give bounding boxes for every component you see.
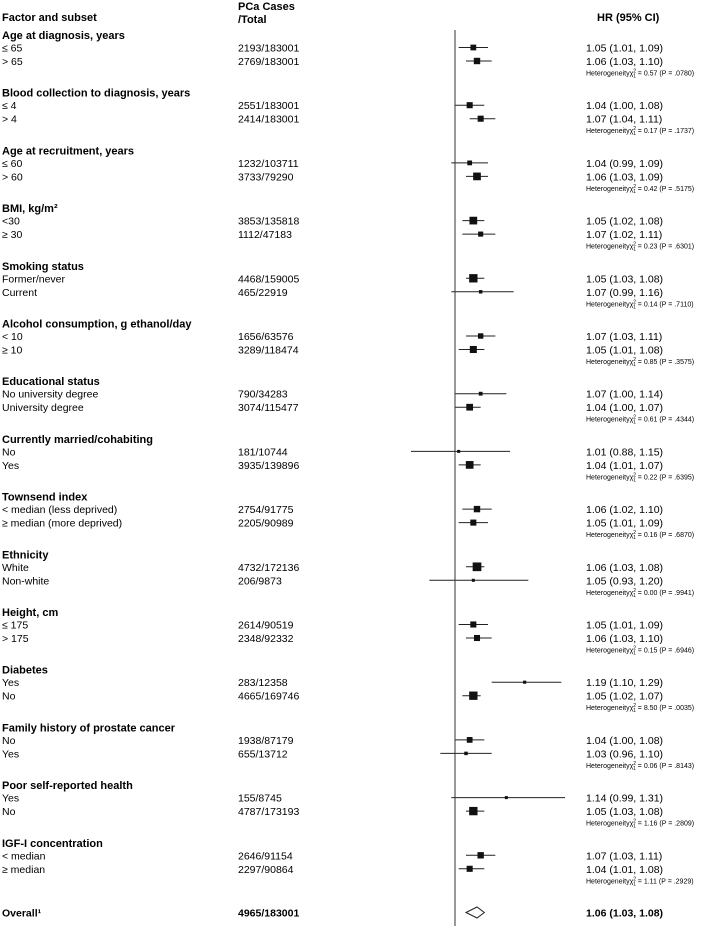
row-cases: 2769/183001 [238, 56, 300, 68]
row-hr-text: 1.06 (1.03, 1.10) [586, 56, 664, 68]
overall-hr-text: 1.06 (1.03, 1.08) [586, 907, 664, 920]
row-label: Former/never [2, 273, 66, 286]
heterogeneity-text: Heterogeneityχ$^2$ 1 = 1.11 (P = .2929) [586, 876, 694, 888]
ci-marker [455, 737, 484, 743]
table-row [2, 216, 663, 228]
row-label: < 10 [2, 331, 23, 343]
ci-marker [455, 102, 484, 108]
ci-marker [451, 290, 513, 293]
heterogeneity-text: Heterogeneityχ$^2$ 1 = 0.17 (P = .1737) [586, 126, 695, 138]
row-cases: 2754/91775 [238, 504, 294, 517]
group-8 [2, 434, 694, 484]
row-label: Yes [2, 748, 20, 761]
row-cases: 3289/118474 [238, 344, 299, 357]
point-estimate [466, 461, 474, 469]
group-title: Educational status [2, 376, 100, 389]
point-estimate [474, 635, 480, 641]
overall-row-1 [2, 907, 663, 920]
group-title: BMI, kg/m² [2, 203, 58, 216]
heterogeneity-text: Heterogeneityχ$^2$ 1 = 0.85 (P = .3575) [586, 357, 695, 368]
row-hr-text: 1.04 (1.00, 1.08) [586, 734, 664, 747]
row-label: > 65 [2, 56, 23, 68]
row-label: ≥ median [2, 863, 46, 876]
row-label: No [2, 806, 16, 819]
row-hr-text: 1.04 (0.99, 1.09) [586, 157, 664, 170]
point-estimate [469, 807, 477, 815]
row-hr-text: 1.19 (1.10, 1.29) [586, 677, 664, 690]
group-7 [2, 376, 694, 426]
row-cases: 4665/169746 [238, 690, 300, 703]
row-hr-text: 1.06 (1.03, 1.08) [586, 561, 664, 574]
row-label: Non-white [2, 575, 50, 588]
ci-marker [462, 506, 491, 512]
ci-marker [466, 58, 492, 64]
row-label: University degree [2, 402, 84, 415]
row-label: > 4 [2, 113, 17, 126]
row-cases: 3074/115477 [238, 402, 299, 415]
row-cases: 181/10744 [238, 446, 288, 459]
ci-marker [462, 217, 484, 225]
point-estimate [473, 562, 482, 571]
row-cases: 1656/63576 [238, 331, 294, 343]
point-estimate [467, 866, 473, 872]
row-label: ≤ 4 [2, 100, 17, 113]
row-label: Yes [2, 792, 20, 805]
table-row [2, 575, 663, 587]
point-estimate [469, 274, 477, 282]
ci-marker [459, 866, 485, 872]
row-cases: 2414/183001 [238, 113, 300, 126]
ci-marker [451, 161, 488, 166]
table-row [2, 806, 663, 818]
row-hr-text: 1.05 (1.01, 1.09) [586, 42, 664, 55]
heterogeneity-text: Heterogeneityχ$^2$ 1 = 8.50 (P = .0035) [586, 703, 695, 715]
point-estimate [523, 681, 526, 684]
ci-marker [429, 579, 528, 582]
row-label: ≤ 175 [2, 619, 29, 632]
row-cases: 283/12358 [238, 677, 288, 690]
row-label: ≤ 60 [2, 157, 23, 170]
row-cases: 1938/87179 [238, 734, 294, 747]
table-row [2, 43, 663, 55]
row-cases: 3733/79290 [238, 171, 294, 184]
group-6 [2, 319, 694, 369]
row-hr-text: 1.03 (0.96, 1.10) [586, 748, 664, 761]
ci-marker [459, 621, 488, 627]
row-cases: 2348/92332 [238, 633, 294, 645]
group-title: Age at diagnosis, years [2, 30, 125, 42]
group-title: Alcohol consumption, g ethanol/day [2, 318, 192, 331]
point-estimate [469, 692, 477, 700]
point-estimate [467, 161, 472, 166]
group-5 [2, 261, 694, 311]
table-row [2, 100, 663, 112]
group-title: Townsend index [2, 491, 88, 504]
row-hr-text: 1.07 (1.03, 1.11) [586, 331, 663, 343]
header-hr: HR (95% CI) [597, 12, 660, 24]
table-row [2, 850, 662, 862]
point-estimate [478, 232, 483, 237]
row-hr-text: 1.04 (1.00, 1.07) [586, 402, 664, 415]
group-2 [2, 88, 694, 138]
point-estimate [467, 737, 473, 743]
group-10 [2, 549, 694, 599]
point-estimate [479, 290, 482, 293]
point-estimate [472, 579, 475, 582]
heterogeneity-text: Heterogeneityχ$^2$ 1 = 0.00 (P = .9941) [586, 587, 695, 599]
row-hr-text: 1.05 (1.01, 1.08) [586, 344, 664, 357]
table-row [2, 504, 663, 516]
row-label: No [2, 446, 16, 459]
row-cases: 465/22919 [238, 286, 288, 299]
row-cases: 2614/90519 [238, 619, 294, 632]
table-row [2, 158, 663, 170]
row-cases: 1112/47183 [238, 229, 292, 242]
table-row [2, 864, 663, 876]
row-hr-text: 1.06 (1.02, 1.10) [586, 504, 664, 517]
row-label: No university degree [2, 388, 99, 401]
header-factor: Factor and subset [2, 12, 97, 24]
row-label: <30 [2, 215, 20, 228]
heterogeneity-text: Heterogeneityχ$^2$ 1 = 0.06 (P = .8143) [586, 760, 695, 772]
ci-marker [459, 45, 488, 51]
row-hr-text: 1.05 (1.01, 1.09) [586, 619, 664, 632]
point-estimate [469, 217, 477, 225]
table-row [2, 56, 663, 68]
row-hr-text: 1.06 (1.03, 1.09) [586, 171, 664, 184]
point-estimate [470, 520, 476, 526]
table-row [2, 518, 663, 530]
group-title: Age at recruitment, years [2, 145, 135, 158]
table-row [2, 446, 663, 458]
ci-marker [466, 562, 484, 571]
table-row [2, 562, 663, 574]
row-cases: 3935/139896 [238, 459, 300, 472]
point-estimate [470, 45, 476, 51]
point-estimate [474, 58, 480, 64]
overall-cases: 4965/183001 [238, 907, 300, 920]
row-cases: 155/8745 [238, 792, 282, 805]
table-row [2, 460, 663, 472]
point-estimate [505, 796, 508, 799]
row-hr-text: 1.05 (1.03, 1.08) [586, 806, 664, 819]
point-estimate [479, 392, 483, 396]
row-label: > 175 [2, 633, 29, 645]
point-estimate [474, 506, 480, 512]
heterogeneity-text: Heterogeneityχ$^2$ 1 = 0.14 (P = .7110) [586, 299, 694, 311]
row-hr-text: 1.05 (1.01, 1.09) [586, 517, 664, 530]
group-title: Smoking status [2, 260, 84, 273]
ci-marker [440, 752, 491, 755]
ci-marker [470, 116, 496, 122]
point-estimate [478, 116, 484, 122]
row-label: No [2, 734, 16, 747]
group-title: Currently married/cohabiting [2, 433, 153, 446]
ci-marker [459, 520, 488, 526]
heterogeneity-text: Heterogeneityχ$^2$ 1 = 0.23 (P = .6301) [586, 241, 695, 253]
group-1 [2, 30, 694, 80]
row-label: ≥ median (more deprived) [2, 517, 123, 530]
row-label: ≥ 30 [2, 229, 23, 242]
ci-marker [455, 392, 506, 396]
header-cases-line1: PCa Cases [238, 1, 295, 13]
point-estimate [466, 404, 473, 411]
table-row [2, 273, 663, 285]
group-title: Diabetes [2, 664, 48, 677]
point-estimate [478, 333, 483, 338]
ci-marker [459, 461, 481, 469]
overall-diamond [466, 907, 484, 918]
overall-label: Overall¹ [2, 907, 42, 920]
row-hr-text: 1.04 (1.01, 1.07) [586, 459, 664, 472]
group-15 [2, 838, 694, 888]
table-row [2, 389, 663, 401]
row-cases: 790/34283 [238, 388, 288, 401]
ci-marker [466, 852, 495, 858]
group-4 [2, 203, 694, 253]
group-title: IGF-I concentration [2, 837, 103, 850]
heterogeneity-text: Heterogeneityχ$^2$ 1 = 0.42 (P = .5175) [586, 183, 695, 195]
row-cases: 2551/183001 [238, 100, 300, 113]
table-row [2, 171, 663, 183]
row-hr-text: 1.04 (1.00, 1.08) [586, 100, 664, 113]
row-label: < median (less deprived) [2, 504, 118, 517]
point-estimate [467, 102, 473, 108]
ci-marker [411, 450, 510, 453]
row-label: No [2, 690, 16, 703]
group-title: Poor self-reported health [2, 780, 133, 793]
row-hr-text: 1.07 (1.02, 1.11) [586, 229, 663, 242]
row-cases: 4787/173193 [238, 806, 300, 819]
group-title: Ethnicity [2, 549, 49, 562]
row-hr-text: 1.05 (1.02, 1.08) [586, 215, 664, 228]
row-hr-text: 1.01 (0.88, 1.15) [586, 446, 664, 459]
ci-marker [459, 346, 485, 353]
point-estimate [470, 346, 477, 353]
point-estimate [473, 173, 481, 181]
forest-rows [2, 30, 694, 926]
row-hr-text: 1.05 (1.02, 1.07) [586, 690, 664, 703]
table-row [2, 229, 662, 241]
row-cases: 4468/159005 [238, 273, 300, 286]
row-cases: 655/13712 [238, 748, 288, 761]
row-label: Yes [2, 677, 20, 690]
table-row [2, 633, 663, 645]
point-estimate [477, 852, 483, 858]
row-label: White [2, 561, 29, 574]
table-row [2, 748, 663, 760]
group-14 [2, 780, 694, 830]
row-label: Yes [2, 459, 20, 472]
table-row [2, 114, 662, 126]
group-title: Family history of prostate cancer [2, 722, 175, 735]
point-estimate [464, 752, 467, 755]
ci-marker [466, 173, 488, 181]
ci-marker [466, 807, 484, 815]
row-cases: 3853/135818 [238, 215, 300, 228]
heterogeneity-text: Heterogeneityχ$^2$ 1 = 1.16 (P = .2809) [586, 818, 695, 830]
group-12 [2, 665, 694, 715]
heterogeneity-text: Heterogeneityχ$^2$ 1 = 0.57 (P = .0780) [586, 68, 695, 80]
table-row [2, 677, 663, 689]
group-9 [2, 492, 694, 541]
table-row [2, 287, 663, 299]
group-11 [2, 607, 694, 657]
row-cases: 206/9873 [238, 575, 282, 588]
row-cases: 2297/90864 [238, 863, 294, 876]
heterogeneity-text: Heterogeneityχ$^2$ 1 = 0.61 (P = .4344) [586, 414, 695, 426]
ci-marker [462, 232, 495, 237]
row-label: > 60 [2, 171, 23, 184]
row-label: ≥ 10 [2, 344, 23, 357]
header-cases-line2: /Total [238, 14, 267, 26]
heterogeneity-text: Heterogeneityχ$^2$ 1 = 0.16 (P = .6870) [586, 530, 695, 542]
ci-marker [492, 681, 562, 684]
row-hr-text: 1.07 (1.04, 1.11) [586, 113, 663, 126]
row-cases: 4732/172136 [238, 561, 300, 574]
row-hr-text: 1.07 (1.00, 1.14) [586, 388, 664, 401]
group-13 [2, 722, 694, 772]
table-row [2, 793, 663, 805]
row-hr-text: 1.07 (0.99, 1.16) [586, 286, 664, 299]
row-cases: 2205/90989 [238, 517, 294, 530]
table-row [2, 331, 662, 343]
ci-marker [451, 796, 565, 799]
group-title: Height, cm [2, 607, 59, 619]
row-label: Current [2, 286, 38, 299]
ci-marker [462, 692, 480, 700]
table-row [2, 402, 663, 414]
row-cases: 2646/91154 [238, 850, 293, 863]
table-row [2, 620, 663, 632]
row-label: < median [2, 850, 46, 863]
table-row [2, 735, 663, 747]
row-hr-text: 1.14 (0.99, 1.31) [586, 792, 664, 805]
table-row [2, 345, 663, 357]
row-label: ≤ 65 [2, 42, 23, 55]
heterogeneity-text: Heterogeneityχ$^2$ 1 = 0.15 (P = .6946) [586, 645, 695, 657]
row-hr-text: 1.05 (1.03, 1.08) [586, 273, 664, 286]
header-row [2, 1, 660, 26]
ci-marker [466, 333, 495, 338]
group-title: Blood collection to diagnosis, years [2, 87, 191, 100]
group-3 [2, 145, 694, 195]
row-cases: 1232/103711 [238, 157, 299, 170]
table-row [2, 691, 663, 703]
row-hr-text: 1.06 (1.03, 1.10) [586, 633, 664, 645]
heterogeneity-text: Heterogeneityχ$^2$ 1 = 0.22 (P = .6395) [586, 472, 695, 484]
row-hr-text: 1.04 (1.01, 1.08) [586, 863, 664, 876]
row-hr-text: 1.05 (0.93, 1.20) [586, 575, 664, 588]
point-estimate [470, 621, 476, 627]
row-cases: 2193/183001 [238, 42, 300, 55]
ci-marker [466, 274, 484, 282]
ci-marker [466, 635, 492, 641]
row-hr-text: 1.07 (1.03, 1.11) [586, 850, 663, 863]
ci-marker [455, 404, 481, 411]
point-estimate [457, 450, 460, 453]
